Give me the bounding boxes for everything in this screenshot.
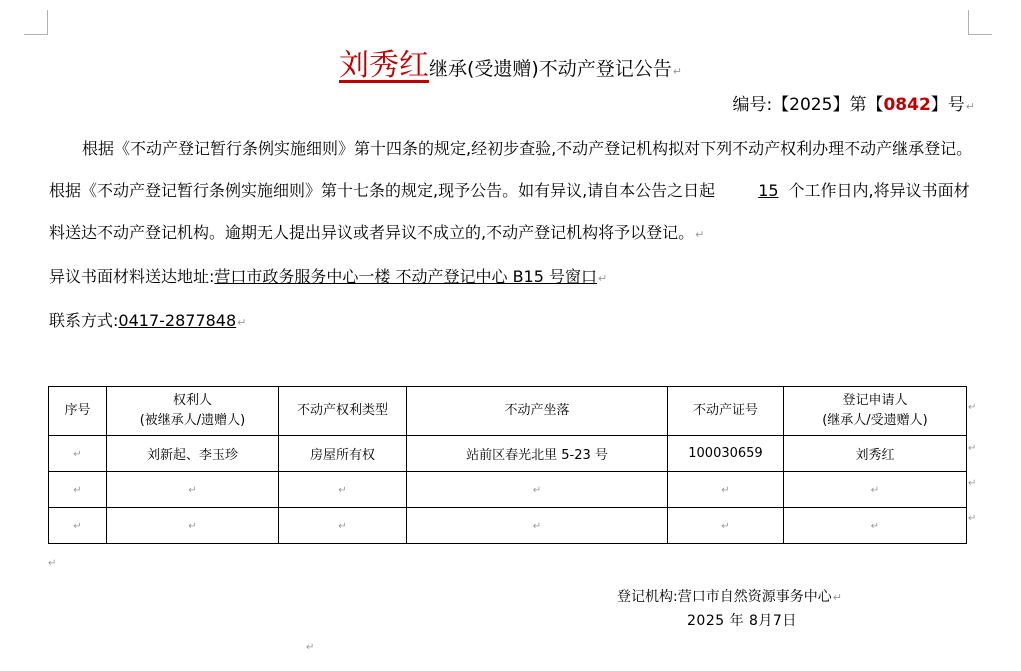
cell-applicant: ↵ (784, 508, 967, 544)
header-right-type: 不动产权利类型 (279, 387, 407, 436)
contact-label: 联系方式: (49, 311, 119, 330)
header-cert-no: 不动产证号 (668, 387, 784, 436)
paragraph-part-1: 根据《不动产登记暂行条例实施细则》第十四条的规定,经初步查验,不动产登记机构拟对下列不动产权利办理不动产继承登记。根据《不动产登记暂行条例实施细则》第十七条的规定,现予公告。如有异议,请自本公告之日起 (49, 139, 973, 200)
footer-block (617, 586, 842, 630)
paragraph-mark-icon: ↵ (695, 228, 705, 241)
contact-line (49, 300, 974, 344)
paragraph-mark-icon: ↵ (672, 65, 683, 78)
cell-location: 站前区春光北里 5-23 号 (407, 436, 668, 472)
cell-right-type: ↵ (279, 508, 407, 544)
paragraph-mark-icon: ↵ (48, 558, 57, 569)
row-end-mark-icon: ↵ (968, 443, 977, 454)
title-text: 继承(受遗赠)不动产登记公告 (428, 58, 672, 80)
days-value: 15 (758, 181, 779, 200)
header-seq: 序号 (49, 387, 107, 436)
document-body (49, 128, 974, 344)
cell-right-holder: ↵ (107, 508, 279, 544)
paragraph-mark-icon: ↵ (598, 272, 608, 285)
row-end-mark-icon: ↵ (968, 478, 977, 489)
cell-cert-no: ↵ (668, 508, 784, 544)
paragraph-mark-icon: ↵ (237, 316, 247, 329)
paragraph-mark-icon: ↵ (965, 100, 975, 113)
row-end-mark-icon: ↵ (968, 402, 977, 413)
table-row (49, 436, 967, 472)
docno-suffix: 】号 (930, 95, 965, 115)
header-applicant: 登记申请人 (继承人/受遗赠人) (784, 387, 967, 436)
cell-applicant: 刘秀红 (784, 436, 967, 472)
cell-right-holder: ↵ (107, 472, 279, 508)
cell-right-type: 房屋所有权 (279, 436, 407, 472)
cell-applicant: ↵ (784, 472, 967, 508)
docno-prefix: 编号:【2025】第【 (732, 95, 884, 115)
cell-seq: ↵ (49, 436, 107, 472)
cell-cert-no: ↵ (668, 472, 784, 508)
cell-seq: ↵ (49, 508, 107, 544)
table-row (49, 472, 967, 508)
header-location: 不动产坐落 (407, 387, 668, 436)
table-row (49, 508, 967, 544)
main-paragraph (49, 128, 974, 256)
registration-org: 登记机构:营口市自然资源事务中心↵ (617, 589, 842, 605)
document-title (0, 40, 1021, 84)
address-line (49, 256, 974, 300)
docno-number: 0842 (883, 95, 931, 115)
contact-value: 0417-2877848 (118, 311, 237, 330)
table-header-row (49, 387, 967, 436)
cell-right-type: ↵ (279, 472, 407, 508)
cell-location: ↵ (407, 472, 668, 508)
paragraph-mark-icon: ↵ (306, 642, 315, 653)
issue-date: 2025 年 8月7日 (687, 613, 797, 629)
cell-cert-no: 100030659 (668, 436, 784, 472)
address-value: 营口市政务服务中心一楼 不动产登记中心 B15 号窗口 (214, 267, 598, 286)
paragraph-part-2: 个工作日内,将异议书面材料送达不动产登记机构。逾期无人提出异议或者异议不成立的,不动产登记机构将予以登记。 (49, 181, 970, 242)
cell-location: ↵ (407, 508, 668, 544)
page-corner-mark (47, 10, 48, 34)
cell-right-holder: 刘新起、李玉珍 (107, 436, 279, 472)
page-corner-mark (968, 34, 992, 35)
address-label: 异议书面材料送达地址: (49, 267, 215, 286)
page-corner-mark (24, 34, 48, 35)
row-end-mark-icon: ↵ (968, 513, 977, 524)
title-name: 刘秀红 (338, 48, 429, 83)
property-table (48, 386, 967, 544)
page-corner-mark (968, 10, 969, 34)
header-right-holder: 权利人 (被继承人/遗赠人) (107, 387, 279, 436)
document-number (732, 90, 975, 115)
cell-seq: ↵ (49, 472, 107, 508)
